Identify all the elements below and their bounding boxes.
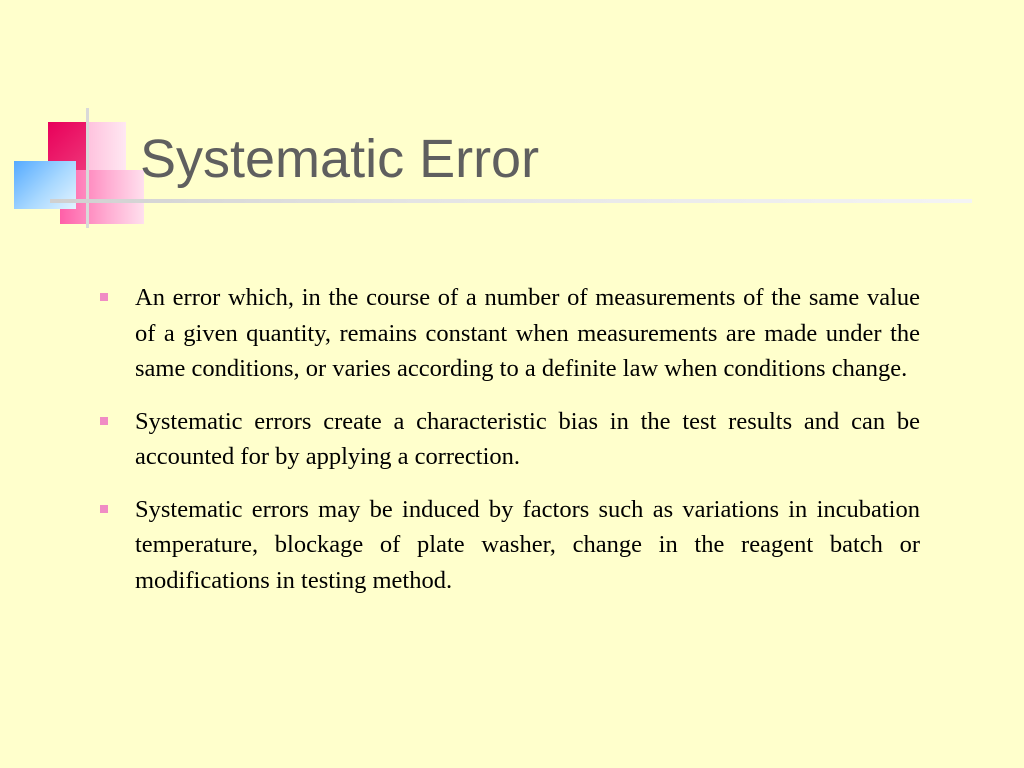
bullet-text: Systematic errors create a characteristic bias in the test results and can be accounted for by applying a correction. xyxy=(135,407,920,470)
bullet-item xyxy=(96,492,920,599)
square-bullet-icon xyxy=(100,293,108,301)
bullet-item xyxy=(96,404,920,475)
bullet-list xyxy=(96,280,920,615)
square-bullet-icon xyxy=(100,505,108,513)
decorative-light-pink-square xyxy=(86,122,126,170)
bullet-text: An error which, in the course of a number of measurements of the same value of a given quantity, remains constant when measurements are made under the same conditions, or varies according to a definite law when conditions change. xyxy=(135,284,920,382)
title-underline xyxy=(50,199,972,203)
square-bullet-icon xyxy=(100,417,108,425)
bullet-item xyxy=(96,280,920,387)
bullet-text: Systematic errors may be induced by factors such as variations in incubation temperature, blockage of plate washer, change in the reagent batch or modifications in testing method. xyxy=(135,495,920,594)
slide-title: Systematic Error xyxy=(140,129,540,189)
decorative-vertical-line xyxy=(86,108,89,228)
